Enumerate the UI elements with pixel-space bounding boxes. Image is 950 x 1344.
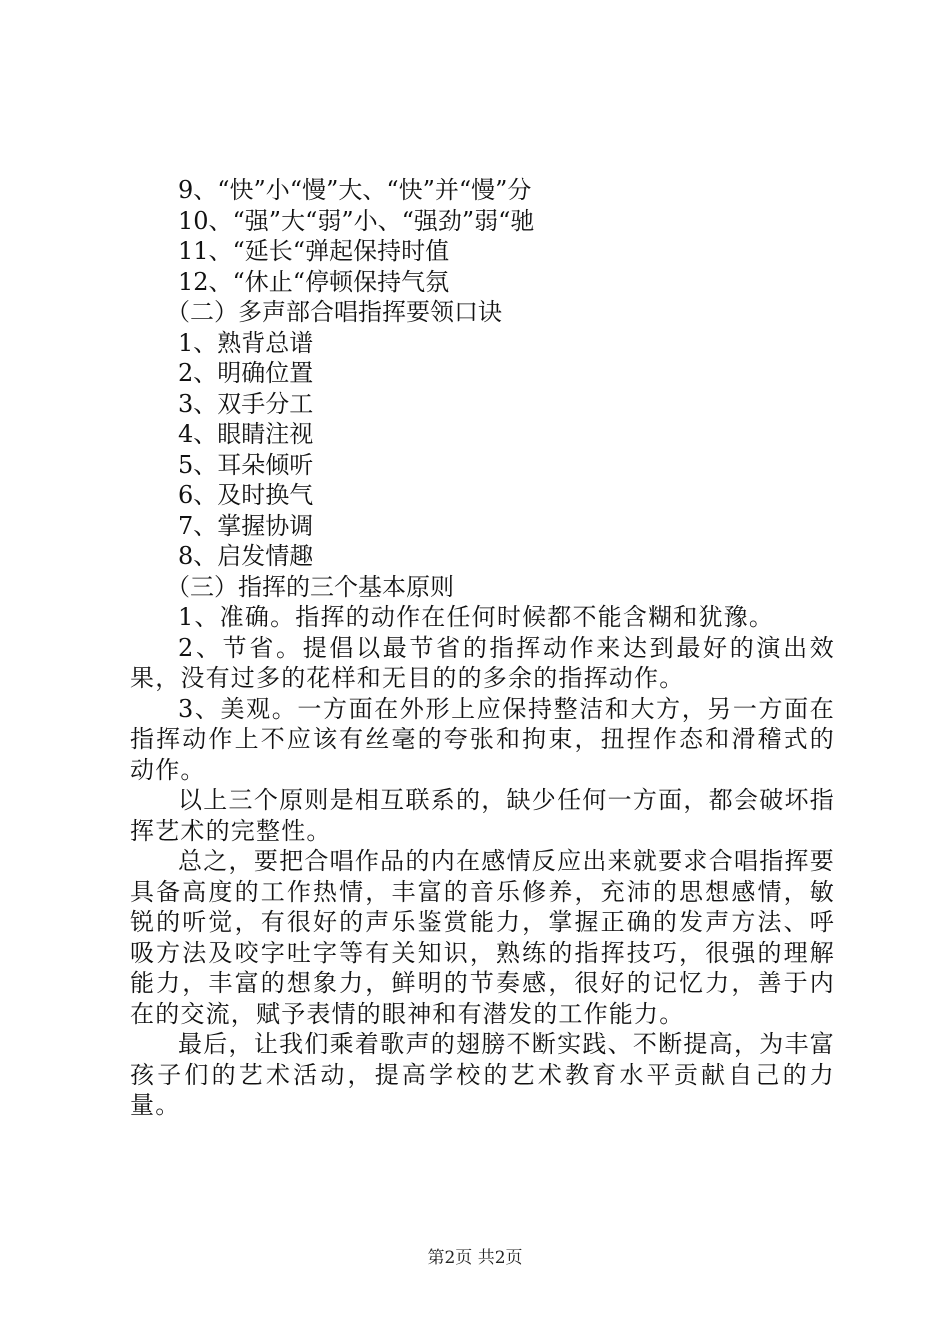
closing-paragraph: 最后，让我们乘着歌声的翅膀不断实践、不断提高，为丰富孩子们的艺术活动，提高学校的艺术教育水平贡献自己的力量。 xyxy=(130,1030,835,1119)
list-item: 3、双手分工 xyxy=(178,389,314,418)
list-item: 6、及时换气 xyxy=(178,481,314,509)
conclusion-paragraph: 总之，要把合唱作品的内在感情反应出来就要求合唱指挥要具备高度的工作热情，丰富的音乐修养，充沛的思想感情，敏锐的听觉，有很好的声乐鉴赏能力，掌握正确的发声方法、呼吸方法及咬字吐字等有关知识，熟练的指挥技巧，很强的理解能力，丰富的想象力，鲜明的节奏感，很好的记忆力，善于内在的交流，赋予表情的眼神和有潜发的工作能力。 xyxy=(130,847,835,1028)
principle-aesthetics: 3、美观。一方面在外形上应保持整洁和大方，另一方面在指挥动作上不应该有丝毫的夸张和拘束，扭捏作态和滑稽式的动作。 xyxy=(130,694,835,784)
list-item: 9、“快”小“慢”大、“快”并“慢”分 xyxy=(178,176,532,204)
list-item: 10、“强”大“弱”小、“强劲”弱“驰 xyxy=(178,206,535,235)
list-item: 8、启发情趣 xyxy=(178,542,314,570)
list-item: 2、明确位置 xyxy=(178,359,314,387)
principle-economy: 2、节省。提倡以最节省的指挥动作来达到最好的演出效果，没有过多的花样和无目的的多余的指挥动作。 xyxy=(130,633,835,692)
list-item: 4、眼睛注视 xyxy=(178,420,314,448)
principle-accuracy: 1、准确。指挥的动作在任何时候都不能含糊和犹豫。 xyxy=(178,603,775,631)
list-item: 12、“休止“停顿保持气氛 xyxy=(178,267,450,296)
list-item: 7、掌握协调 xyxy=(178,511,314,540)
list-item: 11、“延长“弹起保持时值 xyxy=(178,237,450,265)
section-heading-two: （二）多声部合唱指挥要领口诀 xyxy=(166,298,502,326)
list-item: 5、耳朵倾听 xyxy=(178,450,314,479)
document-body xyxy=(130,175,835,1121)
summary-paragraph: 以上三个原则是相互联系的，缺少任何一方面，都会破坏指挥艺术的完整性。 xyxy=(130,786,835,845)
page-number-footer: 第2页 共2页 xyxy=(427,1248,523,1268)
list-item: 1、熟背总谱 xyxy=(178,328,314,357)
section-heading-three: （三）指挥的三个基本原则 xyxy=(166,572,454,601)
